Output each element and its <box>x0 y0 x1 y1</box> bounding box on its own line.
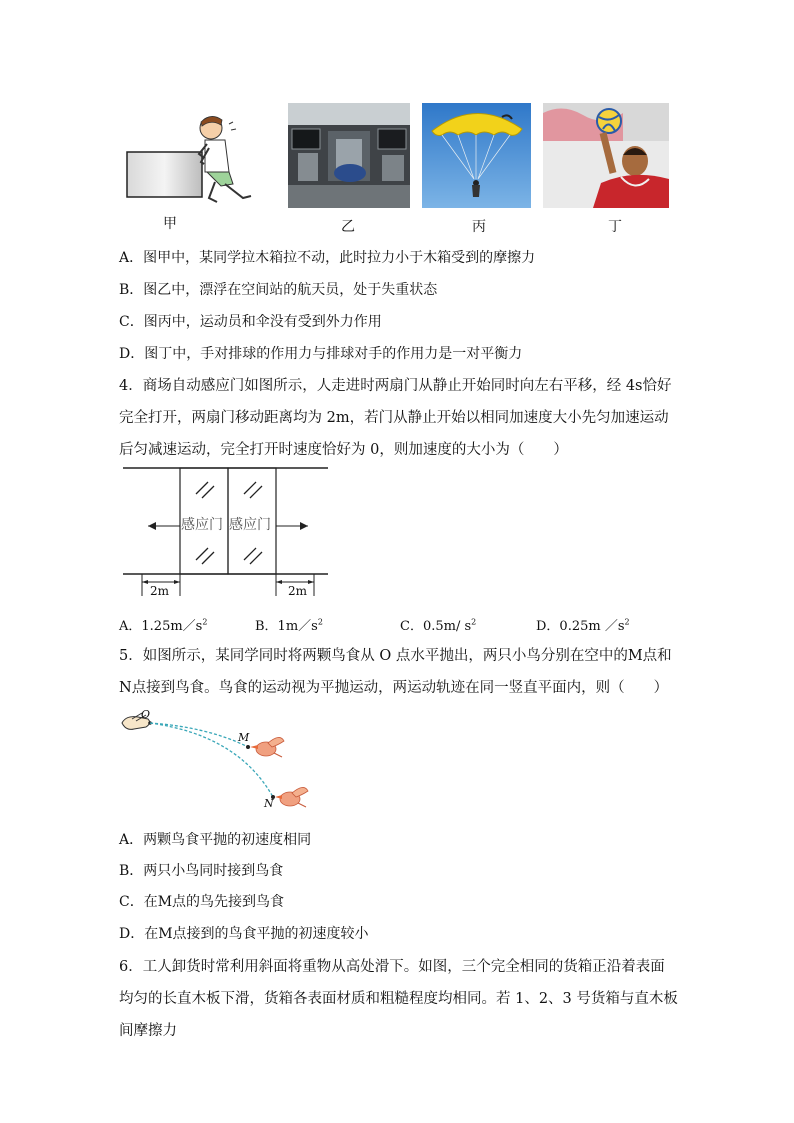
q4-stem: 4．商场自动感应门如图所示，人走进时两扇门从静止开始同时向左右平移，经 4s恰好完全打开，两扇门移动距离均为 2m，若门从静止开始以相同加速度大小先匀加速运动后匀减速运动，完全打开时速度恰好为 0，则加速度的大小为（ ） <box>119 378 672 458</box>
q4-option-d: D．0.25m $/s^2$ <box>536 617 630 634</box>
q5-option-b: B．两只小鸟同时接到鸟食 <box>119 863 284 879</box>
caption-bing: 丙 <box>472 219 486 235</box>
figure-bing-parachute-photo <box>422 103 531 208</box>
label-o: O <box>141 708 151 721</box>
door-diagram <box>118 462 333 602</box>
projectile-diagram <box>118 705 318 815</box>
door-label-right: 感应门 <box>229 517 271 533</box>
figure-yi-space-station-photo <box>288 103 410 208</box>
q3-option-b: B．图乙中，漂浮在空间站的航天员，处于失重状态 <box>119 282 438 298</box>
dim-label-right: 2m <box>288 584 308 598</box>
q3-option-a: A．图甲中，某同学拉木箱拉不动，此时拉力小于木箱受到的摩擦力 <box>119 250 536 266</box>
volleyball <box>597 109 621 133</box>
q4-option-c: C．0.5m/ $s^2$ <box>400 617 477 634</box>
q5-option-d: D．在M点接到的鸟食平抛的初速度较小 <box>119 926 369 942</box>
q5-option-a: A．两颗鸟食平抛的初速度相同 <box>119 832 312 848</box>
q3-option-c: C．图丙中，运动员和伞没有受到外力作用 <box>119 314 382 330</box>
dim-label-left: 2m <box>150 584 170 598</box>
wooden-box <box>127 152 202 197</box>
q4-option-a: A．$1.25m/s^2$ <box>119 617 208 634</box>
q4-option-b: B．$1m/s^2$ <box>255 617 323 634</box>
label-n: N <box>264 797 274 810</box>
caption-yi: 乙 <box>341 219 355 235</box>
figure-ding-volleyball-photo <box>543 103 669 208</box>
caption-ding: 丁 <box>608 219 622 235</box>
q6-stem: 6．工人卸货时常利用斜面将重物从高处滑下。如图，三个完全相同的货箱正沿着表面均匀的长直木板下滑，货箱各表面材质和粗糙程度均相同。若 1、2、3 号货箱与直木板间摩擦力 <box>119 959 678 1039</box>
label-m: M <box>238 731 250 744</box>
bird-n-icon <box>275 787 308 807</box>
bird-m-icon <box>250 737 284 757</box>
q5-option-c: C．在M点的鸟先接到鸟食 <box>119 894 285 910</box>
figure-jia <box>125 110 265 210</box>
trajectory-n <box>150 723 273 797</box>
caption-jia: 甲 <box>163 216 177 232</box>
q5-stem: 5．如图所示，某同学同时将两颗鸟食从 O 点水平抛出，两只小鸟分别在空中的M点和N点接到鸟食。鸟食的运动视为平抛运动，两运动轨迹在同一竖直平面内，则（ ） <box>119 648 672 696</box>
q3-option-d: D．图丁中，手对排球的作用力与排球对手的作用力是一对平衡力 <box>119 346 523 362</box>
door-label-left: 感应门 <box>181 517 223 533</box>
